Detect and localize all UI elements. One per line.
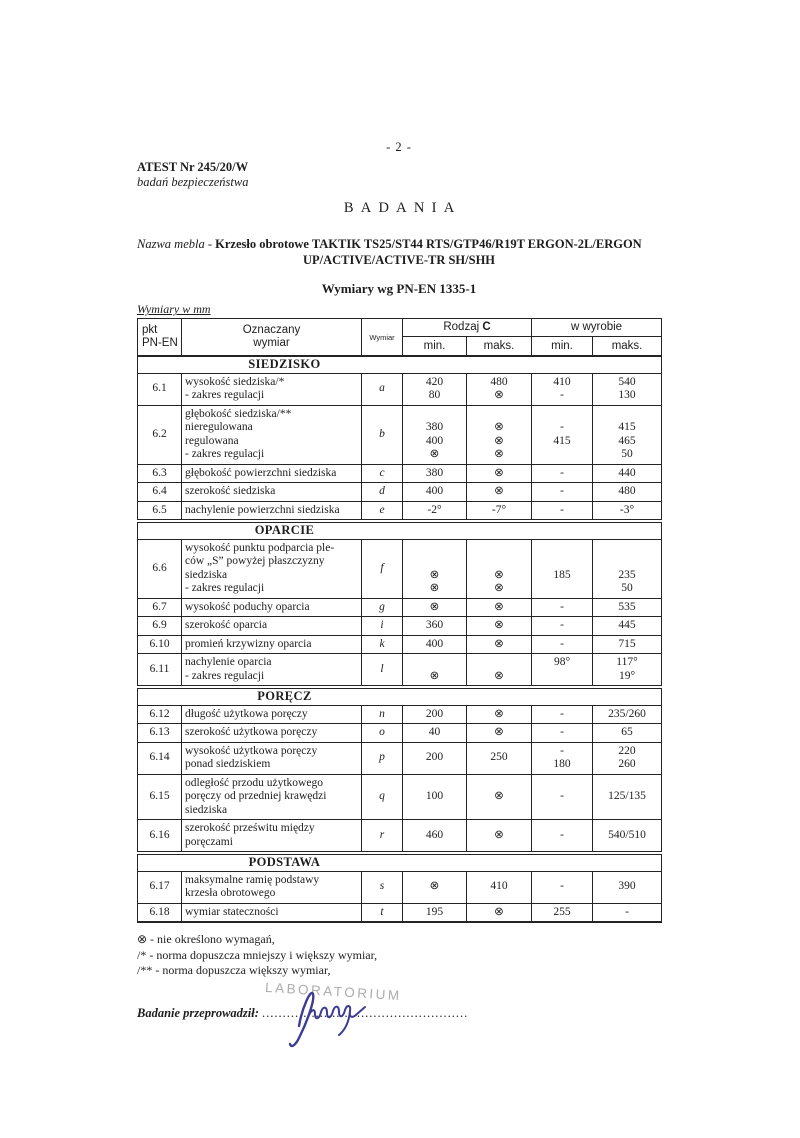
section-header-row [138, 855, 662, 872]
atest-subtitle: badań bezpieczeństwa [137, 175, 249, 189]
footnote-double-asterisk: /** - norma dopuszcza większy wymiar, [137, 963, 331, 977]
cell-pkt: 6.18 [138, 903, 182, 922]
table-row [138, 820, 662, 852]
footnote-asterisk: /* - norma dopuszcza mniejszy i większy wymiar, [137, 947, 378, 962]
cell-pkt: 6.13 [138, 724, 182, 743]
cell-c-min: 100 [403, 774, 467, 820]
cell-c-max: ⊗ [467, 598, 532, 617]
cell-description: nachylenie powierzchni siedziska [182, 501, 362, 520]
cell-w-min: - [532, 464, 593, 483]
cell-description: szerokość oparcia [182, 617, 362, 636]
cell-pkt: 6.10 [138, 635, 182, 654]
header-row-1 [138, 319, 662, 337]
section-header-row [138, 357, 662, 374]
cell-symbol: q [362, 774, 403, 820]
section-header-row [138, 523, 662, 540]
cell-c-min: 380 [403, 464, 467, 483]
cell-c-min: ⊗ [403, 598, 467, 617]
cell-w-max: -3° [593, 501, 662, 520]
col-header-oznaczany-wymiar: Oznaczany wymiar [182, 319, 362, 356]
cell-c-min: 40 [403, 724, 467, 743]
dimensions-heading: Wymiary wg PN-EN 1335-1 [321, 281, 477, 296]
table-row [138, 903, 662, 922]
footnotes [137, 932, 661, 979]
cell-pkt: 6.11 [138, 654, 182, 686]
col-header-w-min: min. [532, 337, 593, 356]
cell-description: wysokość poduchy oparcia [182, 598, 362, 617]
cell-description: szerokość siedziska [182, 483, 362, 502]
cell-symbol: p [362, 742, 403, 774]
table-row [138, 617, 662, 636]
table-row [138, 635, 662, 654]
cell-pkt: 6.16 [138, 820, 182, 852]
cell-description: odległość przodu użytkowego poręczy od przedniej krawędzi siedziska [182, 774, 362, 820]
table-row [138, 871, 662, 903]
cell-symbol: t [362, 903, 403, 922]
col-header-pkt: pkt PN-EN [138, 319, 182, 356]
cell-w-min: - 180 [532, 742, 593, 774]
cell-w-min: - [532, 598, 593, 617]
cell-c-min: 400 [403, 635, 467, 654]
table-row [138, 464, 662, 483]
cell-pkt: 6.2 [138, 405, 182, 464]
cell-symbol: g [362, 598, 403, 617]
footnote-symbol: ⊗ - nie określono wymagań, [137, 932, 275, 946]
cell-symbol: o [362, 724, 403, 743]
cell-w-min: - [532, 820, 593, 852]
cell-w-max: 390 [593, 871, 662, 903]
cell-description: wysokość siedziska/* - zakres regulacji [182, 373, 362, 405]
cell-description: głębokość siedziska/** nieregulowana regulowana - zakres regulacji [182, 405, 362, 464]
cell-c-min: ⊗ ⊗ [403, 539, 467, 598]
signature-block [137, 979, 661, 1066]
cell-w-min: 185 [532, 539, 593, 598]
table-row [138, 539, 662, 598]
cell-pkt: 6.15 [138, 774, 182, 820]
cell-description: długość użytkowa poręczy [182, 705, 362, 724]
cell-w-min: - [532, 483, 593, 502]
cell-pkt: 6.9 [138, 617, 182, 636]
cell-w-min: - [532, 617, 593, 636]
cell-w-max: 415 465 50 [593, 405, 662, 464]
cell-w-min: - [532, 774, 593, 820]
cell-pkt: 6.6 [138, 539, 182, 598]
document-title: BADANIA [343, 200, 462, 216]
cell-w-max: - [593, 903, 662, 922]
document-content [137, 0, 661, 1066]
cell-w-min: 255 [532, 903, 593, 922]
section-title-siedzisko: SIEDZISKO [138, 357, 662, 374]
furniture-name-line1 [137, 236, 661, 252]
cell-symbol: e [362, 501, 403, 520]
furniture-name-value: Krzesło obrotowe TAKTIK TS25/ST44 RTS/GTP46/R19T ERGON-2L/ERGON [215, 237, 642, 251]
cell-symbol: c [362, 464, 403, 483]
col-header-c-min: min. [403, 337, 467, 356]
cell-w-min: - [532, 871, 593, 903]
cell-c-min: ⊗ [403, 654, 467, 686]
signature-label: Badanie przeprowadził: [137, 1005, 263, 1020]
section-title-podstawa: PODSTAWA [138, 855, 662, 872]
cell-c-max: ⊗ [467, 635, 532, 654]
laboratorium-stamp: LABORATORIUM [264, 979, 403, 1003]
section-table-podstawa [137, 854, 662, 923]
cell-symbol: d [362, 483, 403, 502]
cell-description: głębokość powierzchni siedziska [182, 464, 362, 483]
section-title-oparcie: OPARCIE [138, 523, 662, 540]
cell-w-min: - [532, 635, 593, 654]
cell-c-max: ⊗ [467, 464, 532, 483]
col-header-c-maks: maks. [467, 337, 532, 356]
cell-pkt: 6.3 [138, 464, 182, 483]
cell-symbol: k [362, 635, 403, 654]
cell-c-min: 195 [403, 903, 467, 922]
cell-c-min: 200 [403, 705, 467, 724]
cell-c-max: -7° [467, 501, 532, 520]
cell-description: maksymalne ramię podstawy krzesła obrotowego [182, 871, 362, 903]
cell-symbol: b [362, 405, 403, 464]
col-header-w-maks: maks. [593, 337, 662, 356]
cell-symbol: f [362, 539, 403, 598]
page-number: - 2 - [386, 140, 412, 154]
cell-pkt: 6.14 [138, 742, 182, 774]
table-row [138, 724, 662, 743]
cell-c-max: ⊗ [467, 774, 532, 820]
cell-c-max: ⊗ [467, 654, 532, 686]
cell-w-max: 440 [593, 464, 662, 483]
cell-pkt: 6.4 [138, 483, 182, 502]
cell-c-min: 460 [403, 820, 467, 852]
section-title-porecz: PORĘCZ [138, 689, 662, 706]
cell-w-max: 540 130 [593, 373, 662, 405]
cell-w-min: 410 - [532, 373, 593, 405]
cell-c-min: 360 [403, 617, 467, 636]
cell-w-max: 445 [593, 617, 662, 636]
cell-c-max: 410 [467, 871, 532, 903]
cell-description: wysokość użytkowa poręczy ponad siedziskiem [182, 742, 362, 774]
atest-number: ATEST Nr 245/20/W [137, 160, 249, 174]
dimension-table-header [137, 318, 662, 356]
cell-w-min: - [532, 501, 593, 520]
units-note [137, 303, 661, 316]
cell-c-max: ⊗ [467, 820, 532, 852]
cell-w-min: 98° [532, 654, 593, 686]
table-row [138, 705, 662, 724]
table-row [138, 373, 662, 405]
cell-pkt: 6.5 [138, 501, 182, 520]
cell-pkt: 6.7 [138, 598, 182, 617]
cell-w-max: 715 [593, 635, 662, 654]
cell-w-min: - [532, 724, 593, 743]
cell-description: szerokość prześwitu między poręczami [182, 820, 362, 852]
cell-c-min: 200 [403, 742, 467, 774]
cell-c-max: ⊗ [467, 724, 532, 743]
table-row [138, 598, 662, 617]
cell-w-min: - 415 [532, 405, 593, 464]
cell-c-max: ⊗ [467, 705, 532, 724]
dimension-table-sections [137, 356, 661, 923]
cell-w-max: 220 260 [593, 742, 662, 774]
cell-c-max: ⊗ [467, 903, 532, 922]
cell-c-min: ⊗ [403, 871, 467, 903]
cell-c-max: ⊗ ⊗ [467, 539, 532, 598]
handwritten-signature [275, 978, 405, 1052]
cell-w-max: 535 [593, 598, 662, 617]
cell-pkt: 6.1 [138, 373, 182, 405]
table-row [138, 405, 662, 464]
cell-symbol: r [362, 820, 403, 852]
table-row [138, 774, 662, 820]
cell-c-min: 400 [403, 483, 467, 502]
cell-w-max: 540/510 [593, 820, 662, 852]
units-note-text: Wymiary w mm [137, 302, 211, 316]
cell-description: promień krzywizny oparcia [182, 635, 362, 654]
cell-c-max: 250 [467, 742, 532, 774]
cell-c-min: -2° [403, 501, 467, 520]
signature-dots: .................................................. [262, 1005, 469, 1020]
cell-w-max: 480 [593, 483, 662, 502]
cell-symbol: i [362, 617, 403, 636]
section-table-porecz [137, 688, 662, 852]
cell-w-max: 125/135 [593, 774, 662, 820]
cell-c-max: ⊗ [467, 617, 532, 636]
cell-description: nachylenie oparcia - zakres regulacji [182, 654, 362, 686]
furniture-name-line2: UP/ACTIVE/ACTIVE-TR SH/SHH [302, 253, 496, 267]
table-row [138, 483, 662, 502]
cell-w-max: 235/260 [593, 705, 662, 724]
section-table-siedzisko [137, 356, 662, 520]
cell-w-min: - [532, 705, 593, 724]
cell-symbol: l [362, 654, 403, 686]
table-row [138, 654, 662, 686]
cell-c-max: ⊗ [467, 483, 532, 502]
cell-symbol: n [362, 705, 403, 724]
cell-symbol: a [362, 373, 403, 405]
col-header-rodzaj-c: Rodzaj C [403, 319, 532, 337]
cell-pkt: 6.17 [138, 871, 182, 903]
cell-w-max: 235 50 [593, 539, 662, 598]
section-header-row [138, 689, 662, 706]
cell-c-min: 420 80 [403, 373, 467, 405]
cell-c-max: ⊗ ⊗ ⊗ [467, 405, 532, 464]
table-row [138, 742, 662, 774]
cell-description: wymiar stateczności [182, 903, 362, 922]
cell-symbol: s [362, 871, 403, 903]
section-table-oparcie [137, 522, 662, 686]
cell-description: wysokość punktu podparcia ple- ców „S” powyżej płaszczyzny siedziska - zakres regulacji [182, 539, 362, 598]
table-row [138, 501, 662, 520]
cell-w-max: 65 [593, 724, 662, 743]
cell-w-max: 117° 19° [593, 654, 662, 686]
cell-c-max: 480 ⊗ [467, 373, 532, 405]
furniture-name-label: Nazwa mebla - [137, 237, 216, 251]
cell-c-min: 380 400 ⊗ [403, 405, 467, 464]
col-header-wymiar: Wymiar [362, 319, 403, 356]
col-header-w-wyrobie: w wyrobie [532, 319, 662, 337]
cell-pkt: 6.12 [138, 705, 182, 724]
cell-description: szerokość użytkowa poręczy [182, 724, 362, 743]
